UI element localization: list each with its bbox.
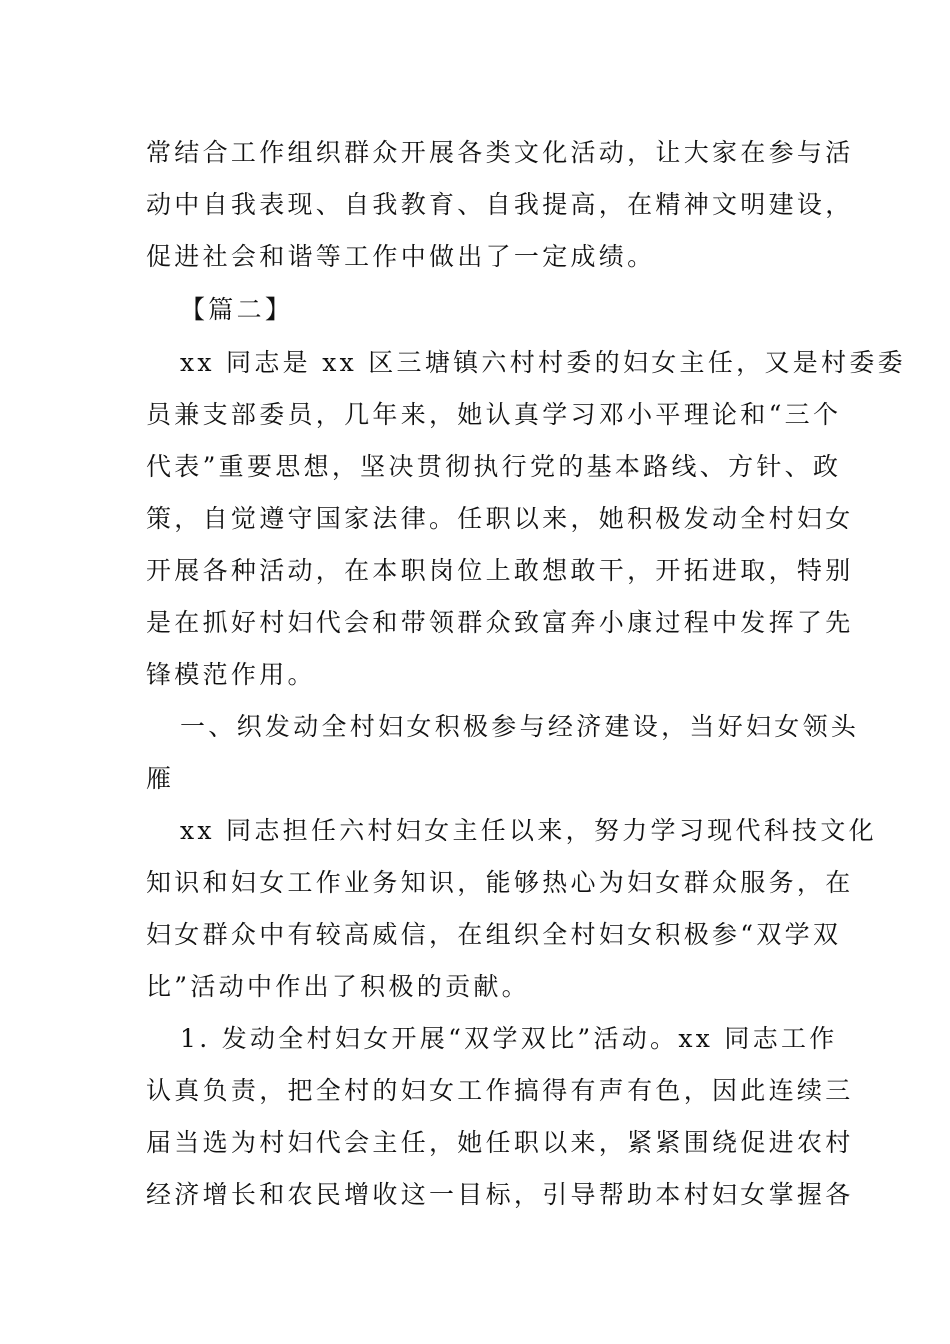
text-line: xx 同志担任六村妇女主任以来，努力学习现代科技文化 <box>180 816 877 845</box>
section-heading: 【篇二】 <box>180 295 294 324</box>
text-line: 一、织发动全村妇女积极参与经济建设，当好妇女领头 <box>180 712 860 741</box>
text-line: 知识和妇女工作业务知识，能够热心为妇女群众服务，在 <box>146 868 854 897</box>
text-line: 经济增长和农民增收这一目标，引导帮助本村妇女掌握各 <box>146 1180 854 1209</box>
subheading-1 <box>146 701 860 805</box>
text-line: 常结合工作组织群众开展各类文化活动，让大家在参与活 <box>146 138 854 167</box>
text-line: 比”活动中作出了积极的贡献。 <box>146 972 530 1001</box>
paragraph-3 <box>146 1013 854 1221</box>
text-line: 代表”重要思想，坚决贯彻执行党的基本路线、方针、政 <box>146 452 842 481</box>
paragraph-2 <box>146 805 877 1013</box>
paragraph-1 <box>146 337 906 701</box>
text-line: 锋模范作用。 <box>146 660 316 689</box>
section-heading-block <box>146 284 806 336</box>
text-line: 雁 <box>146 764 175 793</box>
text-line: 妇女群众中有较高威信，在组织全村妇女积极参“双学双 <box>146 920 842 949</box>
text-line: 1. 发动全村妇女开展“双学双比”活动。xx 同志工作 <box>180 1024 838 1053</box>
text-line: 策，自觉遵守国家法律。任职以来，她积极发动全村妇女 <box>146 504 854 533</box>
text-line: 动中自我表现、自我教育、自我提高，在精神文明建设， <box>146 190 854 219</box>
text-line: xx 同志是 xx 区三塘镇六村村委的妇女主任，又是村委委 <box>180 348 906 377</box>
text-line: 开展各种活动，在本职岗位上敢想敢干，开拓进取，特别 <box>146 556 854 585</box>
text-line: 届当选为村妇代会主任，她任职以来，紧紧围绕促进农村 <box>146 1128 854 1157</box>
text-line: 认真负责，把全村的妇女工作搞得有声有色，因此连续三 <box>146 1076 854 1105</box>
paragraph-intro <box>146 127 854 283</box>
text-line: 员兼支部委员，几年来，她认真学习邓小平理论和“三个 <box>146 400 842 429</box>
text-line: 促进社会和谐等工作中做出了一定成绩。 <box>146 242 656 271</box>
text-line: 是在抓好村妇代会和带领群众致富奔小康过程中发挥了先 <box>146 608 854 637</box>
